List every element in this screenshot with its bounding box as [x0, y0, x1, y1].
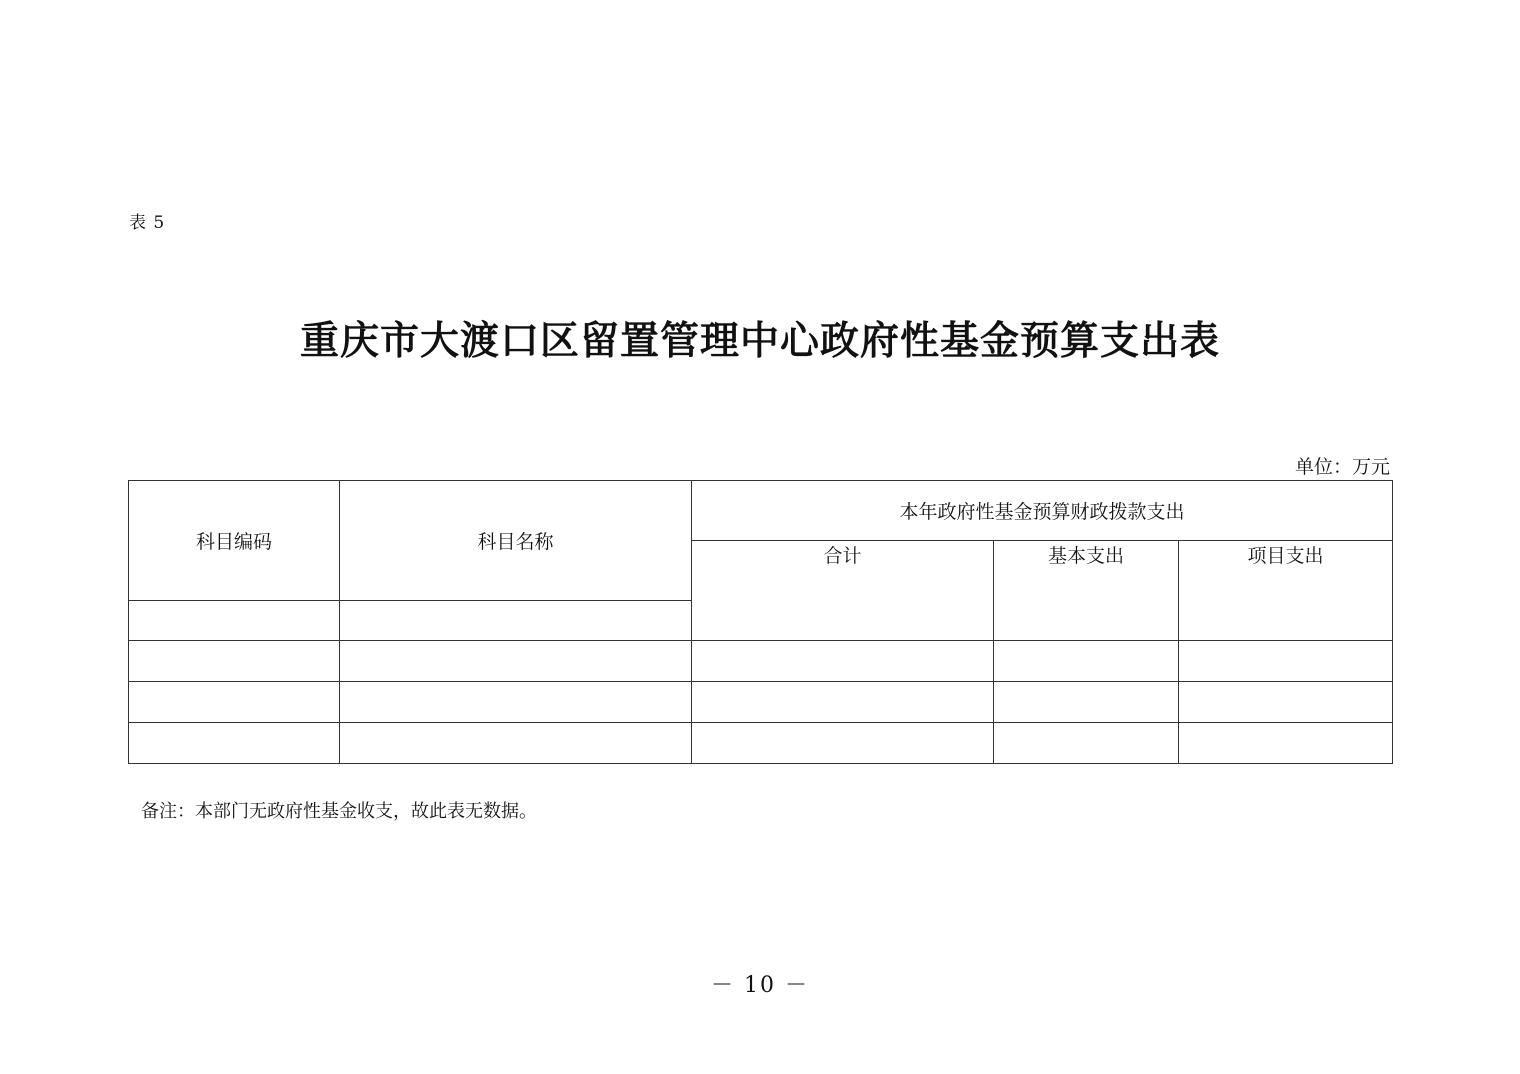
cell-project: [1179, 682, 1393, 723]
header-subject-code: 科目编码: [129, 481, 340, 601]
unit-label: 单位：万元: [1294, 456, 1390, 478]
cell-total: [692, 641, 994, 682]
header-group-expenditure: 本年政府性基金预算财政拨款支出: [692, 481, 1393, 541]
cell-project: [1179, 641, 1393, 682]
cell-code: [129, 682, 340, 723]
header-project-expenditure: 项目支出: [1179, 541, 1393, 641]
cell-name: [340, 641, 692, 682]
cell-basic: [994, 723, 1179, 764]
header-basic-expenditure: 基本支出: [994, 541, 1179, 641]
cell-name: [340, 682, 692, 723]
cell-code: [129, 641, 340, 682]
table-row: [129, 682, 1393, 723]
budget-table: [128, 480, 1393, 764]
table-row: [129, 641, 1393, 682]
cell-total: [692, 723, 994, 764]
header-subject-name: 科目名称: [340, 481, 692, 601]
table-label: 表 5: [129, 213, 166, 233]
cell-project: [1179, 723, 1393, 764]
cell-code: [129, 601, 340, 641]
header-total: 合计: [692, 541, 994, 641]
page-title: 重庆市大渡口区留置管理中心政府性基金预算支出表: [299, 319, 1220, 364]
header-row-1: [129, 481, 1393, 541]
table-row: [129, 723, 1393, 764]
page-number: － 10 －: [711, 973, 809, 998]
cell-name: [340, 601, 692, 641]
table-note: 备注：本部门无政府性基金收支，故此表无数据。: [141, 801, 537, 822]
cell-basic: [994, 682, 1179, 723]
cell-code: [129, 723, 340, 764]
cell-basic: [994, 641, 1179, 682]
cell-name: [340, 723, 692, 764]
cell-total: [692, 682, 994, 723]
